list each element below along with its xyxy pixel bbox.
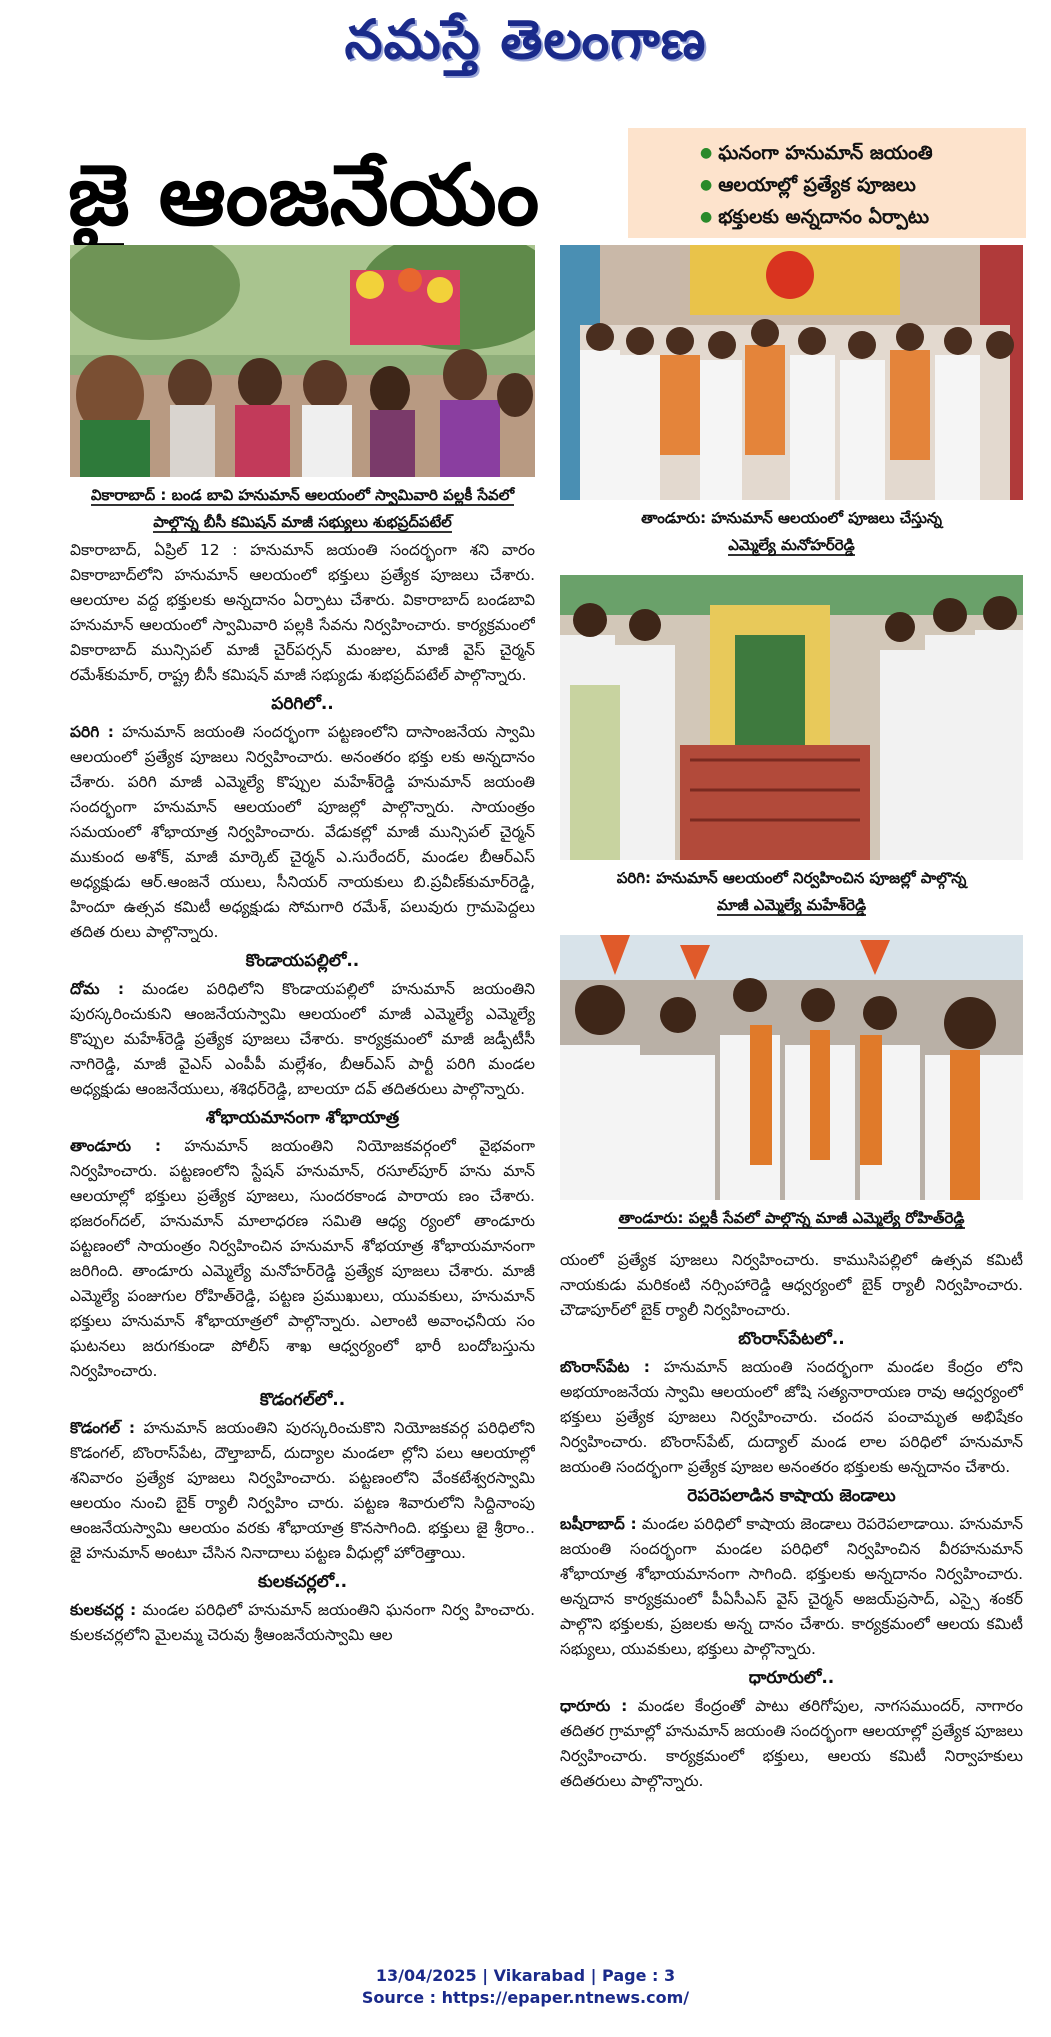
paragraph-text: మండల కేంద్రంతో పాటు తరిగోపుల, నాగసముందర్, నాగారం తదితర గ్రామాల్లో హనుమాన్ జయంతి సందర్భంగా ఆలయాల్లో ప్రత్యేక పూజలు నిర్వహించారు. కార్యక్రమంలో భక్తులు, ఆలయ కమిటీ నిర్వాహకులు తదితరులు పాల్గొన్నారు.	[560, 1697, 1023, 1790]
caption-parigi	[560, 865, 1023, 919]
photo-tandur-palanquin	[560, 935, 1023, 1200]
caption-vikarabad	[70, 482, 535, 536]
paragraph-text: మండల పరిధిలో హనుమాన్ జయంతిని ఘనంగా నిర్వ హించారు. కులకచర్లలోని మైలమ్మ చెరువు శ్రీఆంజనేయస్వామి ఆల	[70, 1601, 535, 1644]
photo-tandur-temple	[560, 245, 1023, 500]
article-paragraph	[70, 1598, 535, 1648]
caption-text: పరిగి: హనుమాన్ ఆలయంలో నిర్వహించిన పూజల్లో పాల్గొన్న	[616, 869, 967, 887]
paragraph-text: మండల పరిధిలోని కొండాయపల్లిలో హనుమాన్ జయంతిని పురస్కరించుకుని ఆంజనేయస్వామి ఆలయంలో మాజీ ఎమ్మెల్యే ఎమ్మెల్యే కొప్పుల మహేశ్‌రెడ్డి ప్రత్యేక పూజలు చేశారు. కార్యక్రమంలో మాజీ జడ్పీటీసీ నాగిరెడ్డి, మాజీ వైఎస్ ఎంపీపీ మల్లేశం, బీఆర్‌ఎస్ పార్టీ పరిగి మండల అధ్యక్షుడు ఆంజనేయులు, శశిధర్‌రెడ్డి, బాలయా దవ్ తదితరులు పాల్గొన్నారు.	[70, 980, 535, 1098]
subheading: బొంరాస్‌పేటలో..	[738, 1329, 845, 1349]
article-right-column	[560, 1248, 1023, 1888]
page-footer	[0, 1965, 1051, 2009]
dateline: పరిగి :	[70, 723, 115, 741]
article-paragraph	[70, 1416, 535, 1566]
subheading: కొడంగల్‌లో..	[259, 1390, 346, 1410]
highlights-box	[628, 128, 1026, 238]
paragraph-text: హనుమాన్ జయంతిని నియోజకవర్గంలో వైభవంగా నిర్వహించారు. పట్టణంలోని స్టేషన్ హనుమాన్, రసూల్‌పూర్ హను మాన్ ఆలయాల్లో భక్తులు ప్రత్యేక పూజలు, సుందరకాండ పారాయ ణం చేశారు. భజరంగ్‌దల్, హనుమాన్ మాలాధరణ సమితి ఆధ్య ర్యంలో తాండూరు పట్టణంలో సాయంత్రం నిర్వహించిన హనుమాన్ శోభయాత్ర శోభాయమానంగా జరిగింది. తాండూరు ఎమ్మెల్యే మనోహర్‌రెడ్డి ప్రత్యేక పూజలు చేశారు. మాజీ ఎమ్మెల్యే పంజుగుల రోహిత్‌రెడ్డి, పట్టణ ప్రముఖులు, యువకులు, హనుమాన్ భక్తులు హనుమాన్ శోభాయాత్రలో పాల్గొన్నారు. ఎలాంటి అవాంఛనీయ సం ఘటనలు జరుగకుండా పోలీస్ శాఖ ఆధ్వర్యంలో భారీ బందోబస్తును నిర్వహించారు.	[70, 1137, 535, 1380]
paragraph-text: హనుమాన్ జయంతి సందర్భంగా మండల కేంద్రం లోని అభయాంజనేయ స్వామి ఆలయంలో జోషి సత్యనారాయణ రావు ఆధ్వర్యంలో భక్తులు ప్రత్యేక పూజలు నిర్వహించారు. చందన పంచామృత అభిషేకం నిర్వహించారు. బొంరాస్‌పేట్, దుద్యాల్ మండ లాల పరిధిలో హనుమాన్ జయంతి సందర్భంగా ప్రత్యేక పూజల అనంతరం భక్తులకు అన్నదానం చేశారు.	[560, 1358, 1023, 1476]
caption-text: తాండూరు: పల్లకీ సేవలో పాల్గొన్న మాజీ ఎమ్మెల్యే రోహిత్‌రెడ్డి	[618, 1209, 965, 1227]
article-left-column	[70, 538, 535, 1878]
dateline: ధారూరు :	[560, 1697, 628, 1715]
dateline: కొడంగల్ :	[70, 1419, 136, 1437]
subheading: ధారూరులో..	[748, 1668, 835, 1688]
caption-text: ఎమ్మెల్యే మనోహర్‌రెడ్డి	[728, 536, 855, 554]
paragraph-text: హనుమాన్ జయంతి సందర్భంగా పట్టణంలోని దాసాంజనేయ స్వామి ఆలయంలో ప్రత్యేక పూజలు నిర్వహించారు. అనంతరం భక్తు లకు అన్నదానం చేశారు. పరిగి మాజీ ఎమ్మెల్యే కొప్పుల మహేశ్‌రెడ్డి హనుమాన్ జయంతి సందర్భంగా హనుమాన్ ఆలయంలో పూజల్లో పాల్గొన్నారు. సాయంత్రం సమయంలో శోభాయాత్ర నిర్వహించారు. వేడుకల్లో మాజీ మున్సిపల్ చైర్మన్ ముకుంద అశోక్, మాజీ మార్కెట్ చైర్మన్ ఎ.సురేందర్, మండల బీఆర్‌ఎస్ అధ్యక్షుడు ఆర్.ఆంజనే యులు, సీనియర్ నాయకులు బి.ప్రవీణ్‌కుమార్‌రెడ్డి, హిందూ ఉత్సవ కమిటీ అధ్యక్షుడు సోమగారి రమేశ్, పలువురు గ్రామపెద్దలు తదిత రులు పాల్గొన్నారు.	[70, 723, 535, 941]
photo-vikarabad-procession	[70, 245, 535, 477]
subheading: రెపరెపలాడిన కాషాయ జెండాలు	[687, 1486, 896, 1506]
article-paragraph	[70, 1134, 535, 1384]
page-headline: జై ఆంజనేయం	[68, 146, 540, 244]
subheading: పరిగిలో..	[271, 694, 334, 714]
highlight-item: ● ఆలయాల్లో ప్రత్యేక పూజలు	[700, 170, 1008, 202]
dateline: తాండూరు :	[70, 1137, 162, 1155]
caption-text: తాండూరు: హనుమాన్ ఆలయంలో పూజలు చేస్తున్న	[641, 509, 942, 527]
article-paragraph	[560, 1512, 1023, 1662]
caption-text: మాజీ ఎమ్మెల్యే మహేశ్‌రెడ్డి	[716, 896, 867, 914]
article-paragraph: వికారాబాద్, ఏప్రిల్ 12 : హనుమాన్ జయంతి సందర్భంగా శని వారం వికారాబాద్‌లోని హనుమాన్ ఆలయంలో భక్తులు ప్రత్యేక పూజలు చేశారు. ఆలయాల వద్ద భక్తులకు అన్నదానం ఏర్పాటు చేశారు. వికారాబాద్ బండబావి హనుమాన్ ఆలయంలో స్వామివారి పల్లకి సేవను నిర్వహించారు. కార్యక్రమంలో వికారాబాద్ మున్సిపల్ మాజీ చైర్‌పర్సన్ మంజుల, మాజీ వైస్ చైర్మన్ రమేశ్‌కుమార్, రాష్ట్ర బీసీ కమిషన్ మాజీ సభ్యుడు శుభప్రద్‌పటేల్ పాల్గొన్నారు.	[70, 541, 535, 684]
highlight-item: ● ఘనంగా హనుమాన్ జయంతి	[700, 138, 1008, 170]
article-paragraph: యంలో ప్రత్యేక పూజలు నిర్వహించారు. కాముసిపల్లిలో ఉత్సవ కమిటీ నాయకుడు మరికంటి నర్సింహారెడ్డి ఆధ్వర్యంలో బైక్ ర్యాలీ నిర్వహించారు. చౌడాపూర్‌లో బైక్ ర్యాలీ నిర్వహించారు.	[560, 1251, 1023, 1319]
article-paragraph	[560, 1355, 1023, 1480]
paragraph-text: మండల పరిధిలో కాషాయ జెండాలు రెపరెపలాడాయి. హనుమాన్ జయంతి సందర్భంగా మండల పరిధిలో నిర్వహించిన వీరహనుమాన్ శోభాయాత్ర శోభాయమానంగా సాగింది. భక్తులకు అన్నదానం నిర్వహించారు. అన్నదాన కార్యక్రమంలో పీఏసీఎస్ వైస్ చైర్మన్ అజయ్‌ప్రసాద్, ఎస్సై శంకర్ పాల్గొని భక్తులకు, ప్రజలకు అన్న దానం చేశారు. కార్యక్రమంలో ఆలయ కమిటీ సభ్యులు, యువకులు, భక్తులు పాల్గొన్నారు.	[560, 1515, 1023, 1658]
footer-source-line: Source : https://epaper.ntnews.com/	[361, 1988, 690, 2007]
footer-date-line: 13/04/2025 | Vikarabad | Page : 3	[375, 1966, 676, 1985]
highlight-item: ● భక్తులకు అన్నదానం ఏర్పాటు	[700, 202, 1008, 234]
subheading: శోభాయమానంగా శోభాయాత్ర	[205, 1108, 400, 1128]
dateline: బొంరాస్‌పేట :	[560, 1358, 650, 1376]
photo-parigi-temple	[560, 575, 1023, 860]
caption-text: వికారాబాద్ : బండ బావి హనుమాన్ ఆలయంలో స్వామివారి పల్లకీ సేవలో పాల్గొన్న బీసీ కమిషన్ మాజీ సభ్యులు శుభప్రద్‌పటేల్	[90, 486, 515, 531]
article-paragraph	[70, 720, 535, 945]
article-paragraph	[560, 1694, 1023, 1794]
dateline: దోమ :	[70, 980, 125, 998]
article-paragraph	[70, 977, 535, 1102]
masthead	[0, 0, 1051, 80]
subheading: కులకచర్లలో..	[257, 1572, 348, 1592]
newspaper-logo: నమస్తే తెలంగాణ	[344, 8, 707, 71]
dateline: కులకచర్ల :	[70, 1601, 137, 1619]
paragraph-text: హనుమాన్ జయంతిని పురస్కరించుకొని నియోజకవర్గ పరిధిలోని కొడంగల్, బొంరాస్‌పేట, దౌల్తాబాద్, దుద్యాల మండలా ల్లోని పలు ఆలయాల్లో శనివారం ప్రత్యేక పూజలు నిర్వహించారు. పట్టణంలోని వేంకటేశ్వరస్వామి ఆలయం నుంచి బైక్ ర్యాలీ నిర్వహిం చారు. పట్టణ శివారులోని సిద్దినాంపు ఆంజనేయస్వామి ఆలయం వరకు శోభాయాత్ర కొనసాగింది. భక్తులు జై శ్రీరాం.. జై హనుమాన్ అంటూ చేసిన నినాదాలు పట్టణ వీధుల్లో హోరెత్తాయి.	[70, 1419, 535, 1562]
dateline: బషీరాబాద్ :	[560, 1515, 637, 1533]
caption-tandur-1	[560, 505, 1023, 559]
subheading: కొండాయపల్లిలో..	[245, 951, 360, 971]
caption-tandur-2	[560, 1205, 1023, 1232]
